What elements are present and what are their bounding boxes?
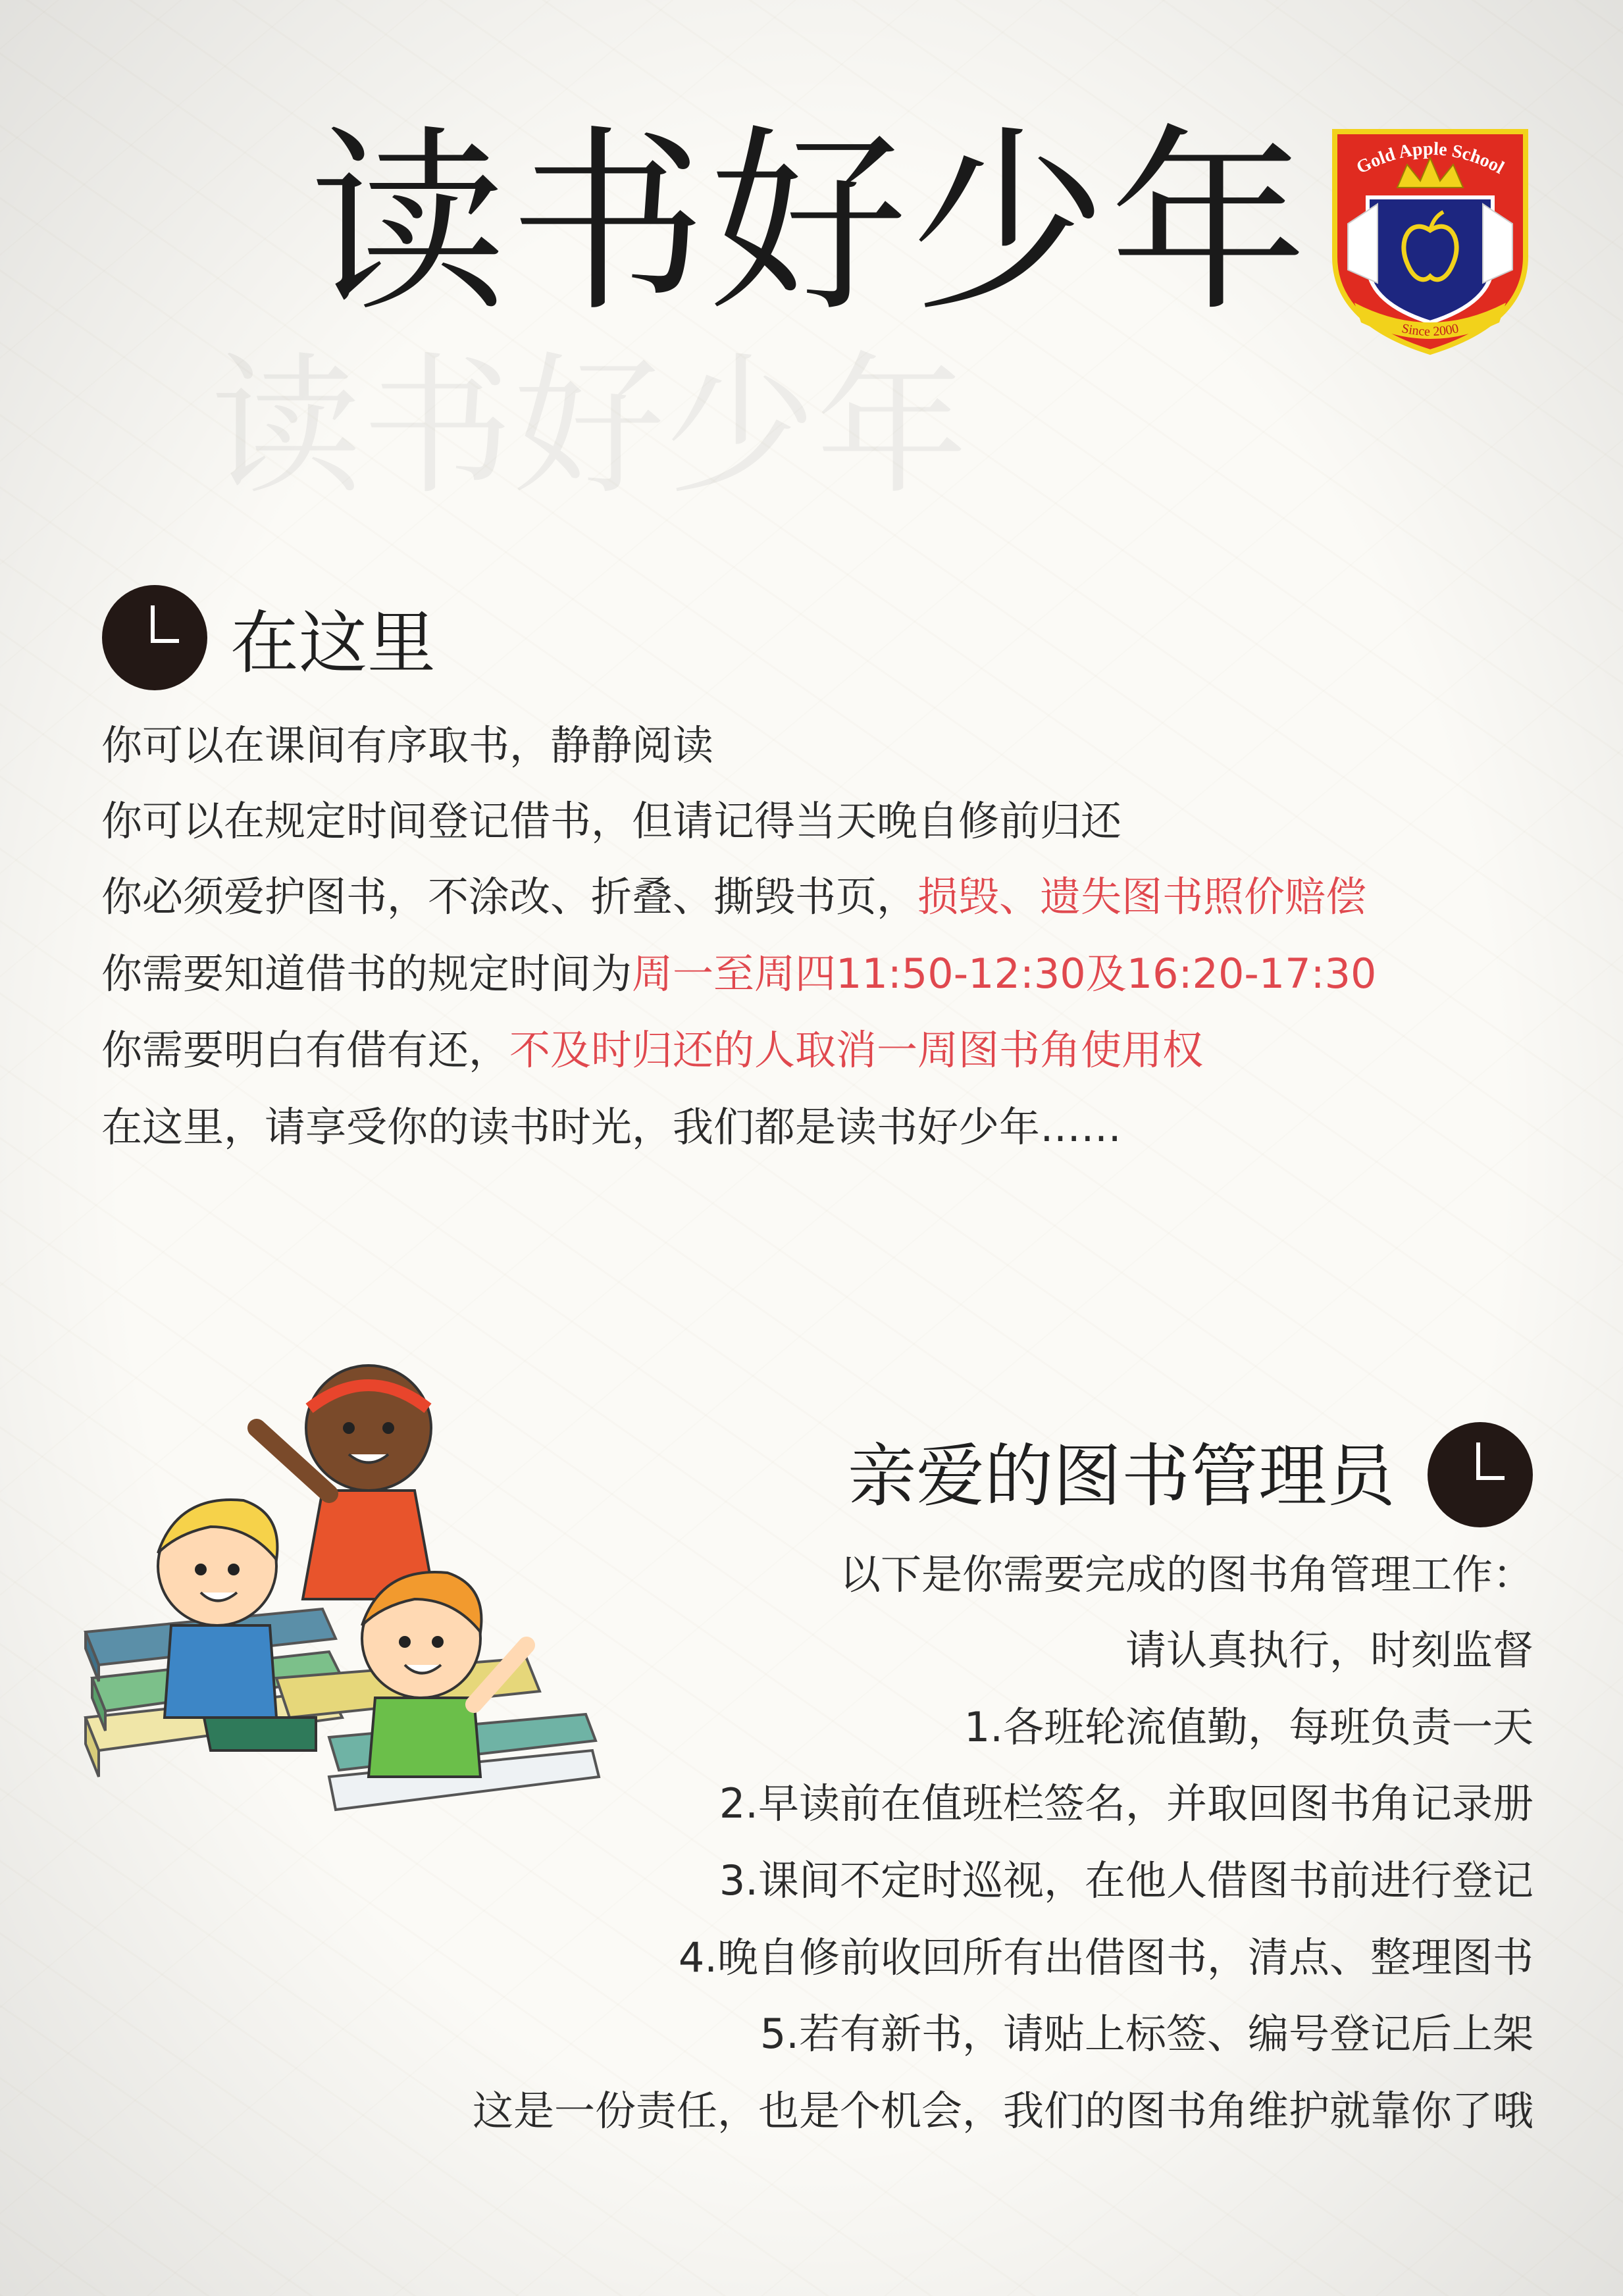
duty-line-6: 4.晚自修前收回所有出借图书，清点、整理图书 <box>678 1933 1533 1981</box>
duty-line-4: 2.早读前在值班栏签名，并取回图书角记录册 <box>719 1779 1533 1827</box>
rule-highlight: 周一至周四11:50-12:30及16:20-17:30 <box>632 950 1377 998</box>
duty-line-1: 以下是你需要完成的图书角管理工作： <box>839 1550 1533 1598</box>
rule-line-2: 你可以在规定时间登记借书，但请记得当天晚自修前归还 <box>101 797 1122 845</box>
duty-line-7: 5.若有新书，请贴上标签、编号登记后上架 <box>760 2010 1533 2058</box>
page-title: 读书好少年 <box>309 109 1310 338</box>
duty-line-3: 1.各班轮流值勤，每班负责一天 <box>964 1703 1533 1751</box>
section-title-librarian: 亲爱的图书管理员 <box>847 1436 1395 1516</box>
rule-line-5: 你需要明白有借有还，不及时归还的人取消一周图书角使用权 <box>101 1026 1204 1074</box>
duty-line-2: 请认真执行，时刻监督 <box>1125 1626 1533 1674</box>
school-logo <box>1328 125 1532 355</box>
rule-highlight: 不及时归还的人取消一周图书角使用权 <box>509 1026 1204 1074</box>
clock-icon <box>1427 1421 1533 1528</box>
title-shadow: 读书好少年 <box>211 340 968 515</box>
duty-line-8: 这是一份责任，也是个机会，我们的图书角维护就靠你了哦 <box>472 2087 1533 2135</box>
rule-line-1: 你可以在课间有序取书，静静阅读 <box>101 721 714 769</box>
logo-bottom-text: Since 2000 <box>1400 321 1460 340</box>
rule-line-6: 在这里，请享受你的读书时光，我们都是读书好少年…… <box>101 1103 1122 1151</box>
clock-icon <box>101 584 208 691</box>
section-title-here: 在这里 <box>230 603 436 683</box>
rule-highlight: 损毁、遗失图书照价赔偿 <box>917 873 1367 921</box>
rule-line-3: 你必须爱护图书，不涂改、折叠、撕毁书页，损毁、遗失图书照价赔偿 <box>101 873 1367 921</box>
logo-top-text: Gold Apple School <box>1353 138 1508 178</box>
duty-line-5: 3.课间不定时巡视，在他人借图书前进行登记 <box>719 1856 1533 1904</box>
rule-line-4: 你需要知道借书的规定时间为周一至周四11:50-12:30及16:20-17:30 <box>101 950 1377 998</box>
